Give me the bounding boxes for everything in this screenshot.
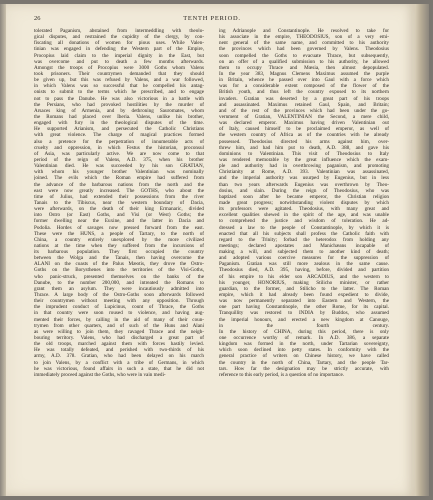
text-line: Danube, to the number 200,000, and intreated the Romans to	[34, 279, 204, 286]
text-line: the old troops, marched against them with forces hastily levied.	[34, 341, 204, 348]
left-text-column	[34, 28, 204, 378]
text-line: Tranquillity was restored to INDIA by Buddos, who assumed	[219, 310, 389, 317]
text-line: In the year 383, Magnus Clemens Maximus assumed the purple	[219, 70, 389, 77]
text-line: the advance of the barbarous nations from the north and the	[34, 181, 204, 188]
text-line: their countrymen without meeting with any opposition. Through	[34, 298, 204, 305]
text-line: tinian was engaged in defending the Western part of the Empire,	[34, 46, 204, 53]
text-line: Podolia. Hordes of savages now pressed forward from the east.	[34, 224, 204, 231]
running-head: TENTH PERIOD.	[183, 15, 241, 22]
text-line: with great violence. The charge of magical practices formed	[34, 132, 204, 139]
text-line: made great progress; notwithstanding violent disputes by which	[219, 199, 389, 206]
text-line: Arsaces king of Armenia, and by dethroning Sauromates, whom	[34, 107, 204, 114]
text-line: grant them an asylum. They were incautiously admitted into	[34, 285, 204, 292]
text-line: nent general of the same name, and committed to his authority	[219, 40, 389, 47]
text-line: the imprudent conduct of Lupicinus, count of Thrace, the Goths	[34, 304, 204, 311]
text-line: time of Julius, had extended their possessions from the river	[34, 193, 204, 200]
text-line: excellent qualities shewed in the spirit of the age, and was unable	[219, 212, 389, 219]
text-line: Valentinian died. He was succeeded by his son GRATIAN,	[34, 163, 204, 170]
text-line: in which Valens was so successful that he compelled his antag-	[34, 83, 204, 90]
page-header	[34, 15, 390, 25]
text-line: which soon declined into petty states. In conformity with the	[219, 347, 389, 354]
book-gutter	[415, 4, 429, 496]
text-line: one part having Constantinople, the other Rome, for its capital.	[219, 304, 389, 311]
text-line: Thrace. A large body of the Ostro-Goths soon afterwards followed	[34, 292, 204, 299]
text-line: he was victorious, found affairs in such a state, that he did not	[34, 365, 204, 372]
text-line: and of the rest of the provinces which had been under the go-	[219, 107, 389, 114]
text-line: threw him, and had him put to death, A.D. 388, and gave his	[219, 144, 389, 151]
text-line: tars. How far the designation may be strictly accurate, with	[219, 365, 389, 372]
text-line: was for a considerable extent composed of the flower of the	[219, 83, 389, 90]
text-line: enacted that all his subjects shall profess the Catholic faith with	[219, 230, 389, 237]
text-line: soon compelled the Goths to evacuate Thrace, but subsequently,	[219, 52, 389, 59]
text-line: on an offer of a qualified submission to his authority, he allowed	[219, 58, 389, 65]
text-line: ing Adrianople and Constantinople. He resolved to take for	[219, 28, 389, 34]
text-line: its professors were agitated. Theodosius, with many great and	[219, 206, 389, 213]
text-line: Goths on the Borysthenes into the territories of the Visi-Goths,	[34, 267, 204, 274]
text-line: into Ostro (or East) Goths, and Visi (or West) Goths; the	[34, 212, 204, 219]
text-line: tolerated Paganism, abstained from intermeddling with theolo-	[34, 28, 204, 34]
text-line: not to pass the Danube. He was also victorious in a battle with	[34, 95, 204, 102]
text-line: dosius, and slain. During the reign of Theodosius, who was	[219, 187, 389, 194]
text-line: In the history of CHINA, during this period, there is only	[219, 328, 389, 335]
text-line: China, a country entirely unexplored by the more civilized	[34, 236, 204, 243]
text-line: and assassinated. Maximus retained Gaul, Spain, and Britain;	[219, 101, 389, 108]
text-line: Theodosius died, A.D. 395, having, before, divided and partition	[219, 267, 389, 274]
text-line: Procopius laid claim to the imperial dignity in the East, but	[34, 52, 204, 59]
text-line: bouring territory. Valens, who had discharged a great part of	[34, 335, 204, 342]
text-line: its barbarous population. They first occupied the country	[34, 249, 204, 256]
text-line: was declared emperor. Maximus having driven Valentinian out	[219, 120, 389, 127]
page-number: 26	[34, 15, 41, 22]
text-line: and adopted various coercive measures for the suppression of	[219, 255, 389, 262]
text-line: ALANI on the coasts of the Palus Mæotis, they drove the Ostro-	[34, 261, 204, 268]
text-line: between the Wolga and the Tanais, then having overcome the	[34, 255, 204, 262]
text-line: of Asia, was particularly active. We are now come to that	[34, 150, 204, 157]
text-line: making a will, and subjected them to another kind of death;	[219, 249, 389, 256]
text-line: These were the HUNS, a people of Tartary, to the north of	[34, 230, 204, 237]
text-line: of Italy, caused himself to be proclaimed emperor, as well of	[219, 126, 389, 133]
text-line: who panic-struck, presented themselves on the banks of the	[34, 273, 204, 280]
text-line: regard to the Trinity; forbad the heterodox from holding any	[219, 236, 389, 243]
text-line: the Romans had placed over Iberia. Valens, unlike his brother,	[34, 113, 204, 120]
text-line: fiscating all donations of women for pious uses. While Valen-	[34, 40, 204, 47]
text-line: kingdom was formed in the north, under Tartarian sovereignty,	[219, 341, 389, 348]
text-line: Tanais to the Tibiscus, near the western boundary of Dacia,	[34, 199, 204, 206]
text-line: and the imperial authority was usurped by Eugenius, but in less	[219, 175, 389, 182]
text-line: He supported Arianism, and persecuted the Catholic Christians	[34, 126, 204, 133]
book-page	[6, 4, 415, 496]
text-line: joined. The evils which the Roman empire had suffered from	[34, 175, 204, 182]
text-line: period of the reign of Valens, A.D. 375, when his brother	[34, 156, 204, 163]
text-line: them to occupy Thrace and Mœsia, then almost depopulated.	[219, 64, 389, 71]
text-line: were afterwards, on the death of their king Ermanaric, divided	[34, 206, 204, 213]
text-line: general practice of writers on Chinese history, we have called	[219, 353, 389, 360]
text-line: the imperial honours, and erected a new kingdom at Canouge,	[219, 316, 389, 323]
right-text-column	[219, 28, 389, 378]
text-line: as were willing to join them, they ravaged Thrace and the neigh-	[34, 328, 204, 335]
text-line: vernment of Gratian, VALENTINIAN the Second, a mere child,	[219, 113, 389, 120]
text-line: than two years afterwards Eugenius was overthrown by Theo-	[219, 181, 389, 188]
text-line: onists to submit to the terms which he prescribed, and to engage	[34, 89, 204, 96]
text-line: empire, which it had already been found expedient to divide,	[219, 292, 389, 299]
text-line: possessed. Theodosius directed his arms against him, over-	[219, 138, 389, 145]
text-line: guardian, to the former, and Stilicho to the latter. The Roman	[219, 285, 389, 292]
text-line: Amongst the troops of Procopius were 3000 Goths whom Valens	[34, 64, 204, 71]
text-line: reference to this early period, is a question of no importance.	[219, 371, 345, 378]
text-line: dominions to Valentinian. This visit of Theodosius to Italy	[219, 150, 389, 157]
text-line: one occurrence worthy of remark. In A.D. 386, a separate	[219, 335, 389, 342]
text-line: in Britain, whence he passed over into Gaul with a force which	[219, 77, 389, 84]
text-line: to join Valens, by a conflict with a tribe of Germans, in which	[34, 359, 204, 366]
text-line: immediately proceed against the Goths, who were in vain medi-	[34, 371, 166, 378]
text-line: in that country were soon roused to violence, and having aug-	[34, 310, 204, 317]
text-line: his associate in the empire, THEODOSIUS, son of a very emi-	[219, 34, 389, 41]
text-line: Christianity at Rome, A.D. 393. Valentinian was assassinated,	[219, 169, 389, 176]
text-line: gical disputes, and restrained the cupidity of the clergy, by con-	[34, 34, 204, 41]
text-line: with whom his younger brother Valentinian was nominally	[34, 169, 204, 176]
text-line: of his empire to his elder son ARCADIUS, and the western to	[219, 273, 389, 280]
text-line: the provinces which had been governed by Valens. Theodosius	[219, 46, 389, 53]
text-line: army, A.D. 378. Gratian, who had been delayed on his march	[34, 353, 204, 360]
text-line: east were now greatly increased. The GOTHS, who about the	[34, 187, 204, 194]
text-line: trymen from other quarters, and of such of the Huns and Alani	[34, 322, 204, 329]
text-line: the country in the north of China, Tartary, and the people Tar-	[219, 359, 389, 366]
text-line: was overcome and put to death a few months afterwards.	[34, 58, 204, 65]
text-line: ple and authority had in overthrowing paganism, and promoting	[219, 163, 389, 170]
text-line: engaged with fury in the theological disputes of the time.	[34, 120, 204, 127]
text-line: his younger, HONORIUS, making Stilicho minister, or rather	[219, 279, 389, 286]
text-line: British youth, and thus left the country exposed to its northern	[219, 89, 389, 96]
text-line: cruelty and oppression, in which Festus the historian, proconsul	[34, 144, 204, 151]
text-line: nations at the time when they suffered from the incursions of	[34, 242, 204, 249]
text-line: took prisoners. Their countrymen demanded that they should	[34, 70, 204, 77]
text-line: be given up, but this was refused by Valens, and a war followed,	[34, 77, 204, 84]
text-line: also a pretence for the perpetration of innumerable acts of	[34, 138, 204, 145]
text-line: dressed a law to the people of Constantinople, by which it is	[219, 224, 389, 231]
text-line: was now permanently separated into Eastern and Western, the	[219, 298, 389, 305]
text-line: mented their forces, by calling in the aid of many of their coun-	[34, 316, 204, 323]
text-line: was rendered memorable by the great influence which the exam-	[219, 156, 389, 163]
text-line: He was totally defeated, and perished with two-thirds of his	[34, 347, 204, 354]
text-line: Paganism. Gratian was still more zealous in the same cause.	[219, 261, 389, 268]
text-line: in the fourth century.	[219, 322, 389, 329]
text-line: former dwelling near the Euxine, and the latter in Dacia and	[34, 218, 204, 225]
text-line: the Persians, who had provoked hostilities by the murder of	[34, 101, 204, 108]
text-line: to comprehend the justice and wisdom of toleration. He ad-	[219, 218, 389, 225]
text-line: invaders. Gratian was deserted by a great part of his troops	[219, 95, 389, 102]
text-line: meetings; declared apostates and Manichæans incapable of	[219, 242, 389, 249]
text-line: baptized soon after he became emperor, the Christian religion	[219, 193, 389, 200]
text-line: the western country of Africa as of the countries with he already	[219, 132, 389, 139]
